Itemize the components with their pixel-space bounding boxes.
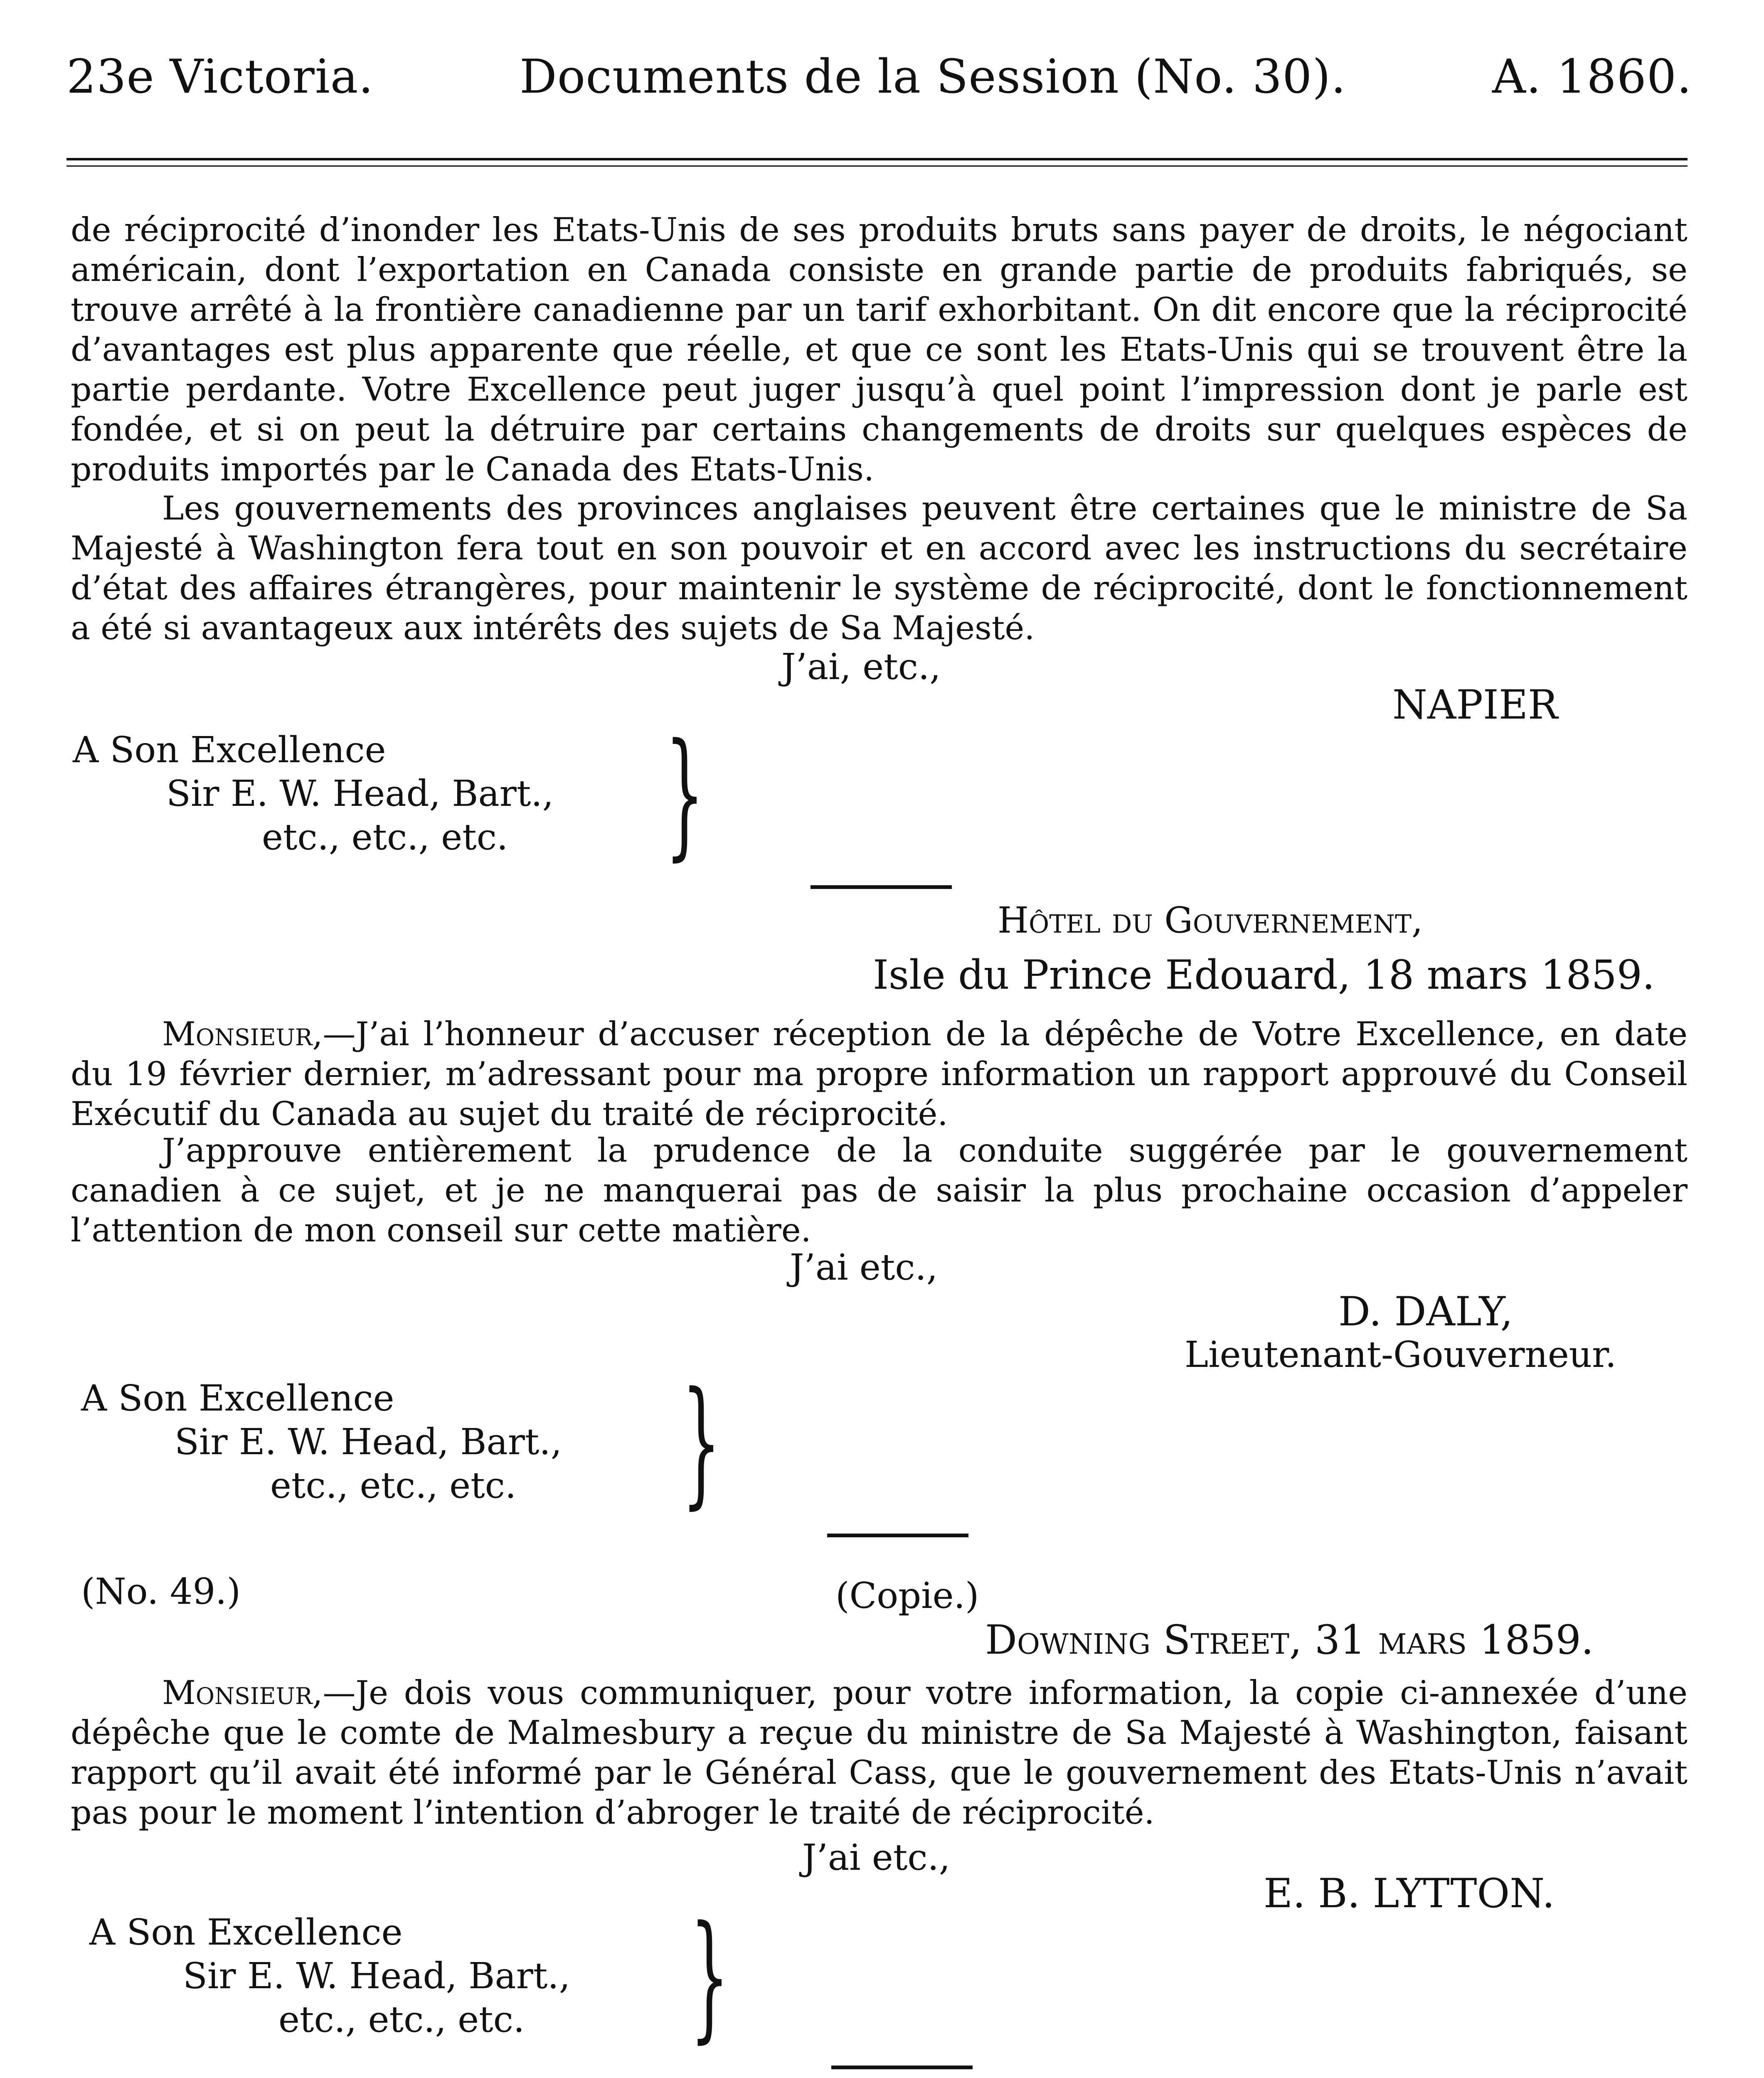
letter3-addressee-line2: Sir E. W. Head, Bart., bbox=[183, 1955, 571, 1997]
letter2-signature: D. DALY, bbox=[1338, 1288, 1513, 1335]
letter1-addressee-line1: A Son Excellence bbox=[73, 729, 386, 771]
letter2-addressee-line3: etc., etc., etc. bbox=[270, 1465, 517, 1507]
header-center: Documents de la Session (No. 30). bbox=[520, 50, 1346, 104]
letter3-body: —Je dois vous communiquer, pour votre information, la copie ci-annexée d’une dépêche que le comte de Malmesbury a reçue du ministre de Sa Majesté à Washington, faisant rapport qu’il avait été informé par le Général Cass, que le gouvernement des Etats-Unis n’avait pas pour le moment l’intention d’abroger le traité de réciprocité. bbox=[71, 1674, 1688, 1832]
letter3-addressee-line3: etc., etc., etc. bbox=[278, 1999, 525, 2041]
letter3-signature: E. B. LYTTON. bbox=[1264, 1870, 1555, 1917]
letter2-addressee-brace: } bbox=[682, 1362, 721, 1522]
letter3-number: (No. 49.) bbox=[81, 1571, 241, 1613]
letter2-addressee-line2: Sir E. W. Head, Bart., bbox=[175, 1421, 562, 1463]
letter2-place-date: Isle du Prince Edouard, 18 mars 1859. bbox=[873, 952, 1655, 998]
letter2-place: Hôtel du Gouvernement, bbox=[998, 900, 1423, 941]
letter3-place-date: Downing Street, 31 mars 1859. bbox=[985, 1617, 1594, 1663]
letter2-paragraph-1 bbox=[71, 1014, 1688, 1134]
letter2-addressee-line1: A Son Excellence bbox=[81, 1378, 394, 1419]
letter1-addressee-line3: etc., etc., etc. bbox=[262, 817, 508, 858]
letter2-signature-title: Lieutenant-Gouverneur. bbox=[1185, 1334, 1617, 1376]
letter2-body-1: —J’ai l’honneur d’accuser réception de la dépêche de Votre Excellence, en date du 19 février dernier, m’adressant pour ma propre information un rapport approuvé du Conseil Exécutif du Canada au sujet du traité de réciprocité. bbox=[71, 1015, 1688, 1133]
letter1-closing: J’ai, etc., bbox=[781, 646, 941, 688]
separator-2 bbox=[827, 1534, 968, 1537]
letter1-addressee-line2: Sir E. W. Head, Bart., bbox=[166, 773, 554, 815]
header-rule-bottom bbox=[67, 165, 1688, 167]
letter3-addressee-brace: } bbox=[690, 1896, 729, 2056]
letter3-closing: J’ai etc., bbox=[802, 1837, 951, 1879]
header-rule-top bbox=[67, 158, 1688, 160]
separator-1 bbox=[811, 885, 952, 889]
separator-3 bbox=[831, 2066, 973, 2069]
letter2-salutation: Monsieur, bbox=[162, 1015, 323, 1053]
header-left: 23e Victoria. bbox=[67, 50, 374, 104]
letter1-paragraph-2: Les gouvernements des provinces anglaises peuvent être certaines que le ministre de Sa Majesté à Washington fera tout en son pouvoir et en accord avec les instructions du secrétaire d’état des affaires étrangères, pour maintenir le système de réciprocité, dont le fonctionnement a été si avantageux aux intérêts des sujets de Sa Majesté. bbox=[71, 489, 1688, 647]
letter1-signature: NAPIER bbox=[1392, 682, 1558, 728]
header-right: A. 1860. bbox=[1492, 50, 1692, 104]
letter3-copy-label: (Copie.) bbox=[835, 1575, 979, 1617]
letter2-paragraph-2: J’approuve entièrement la prudence de la conduite suggérée par le gouvernement canadien à ce sujet, et je ne manquerai pas de saisir la plus prochaine occasion d’appeler l’attention de mon conseil sur cette matière. bbox=[71, 1131, 1688, 1249]
letter3-paragraph bbox=[71, 1673, 1688, 1832]
letter3-salutation: Monsieur, bbox=[162, 1674, 323, 1712]
letter2-closing: J’ai etc., bbox=[790, 1247, 938, 1288]
letter3-addressee-line1: A Son Excellence bbox=[89, 1912, 403, 1953]
letter1-addressee-brace: } bbox=[665, 714, 705, 874]
letter1-paragraph-1: de réciprocité d’inonder les Etats-Unis de ses produits bruts sans payer de droits, le négociant américain, dont l’exportation en Canada consiste en grande partie de produits fabriqués, se trouve arrêté à la frontière canadienne par un tarif exhorbitant. On dit encore que la réciprocité d’avantages est plus apparente que réelle, et que ce sont les Etats-Unis qui se trouvent être la partie perdante. Votre Excellence peut juger jusqu’à quel point l’impression dont je parle est fondée, et si on peut la détruire par certains changements de droits sur quelques espèces de produits importés par le Canada des Etats-Unis. bbox=[71, 211, 1688, 488]
